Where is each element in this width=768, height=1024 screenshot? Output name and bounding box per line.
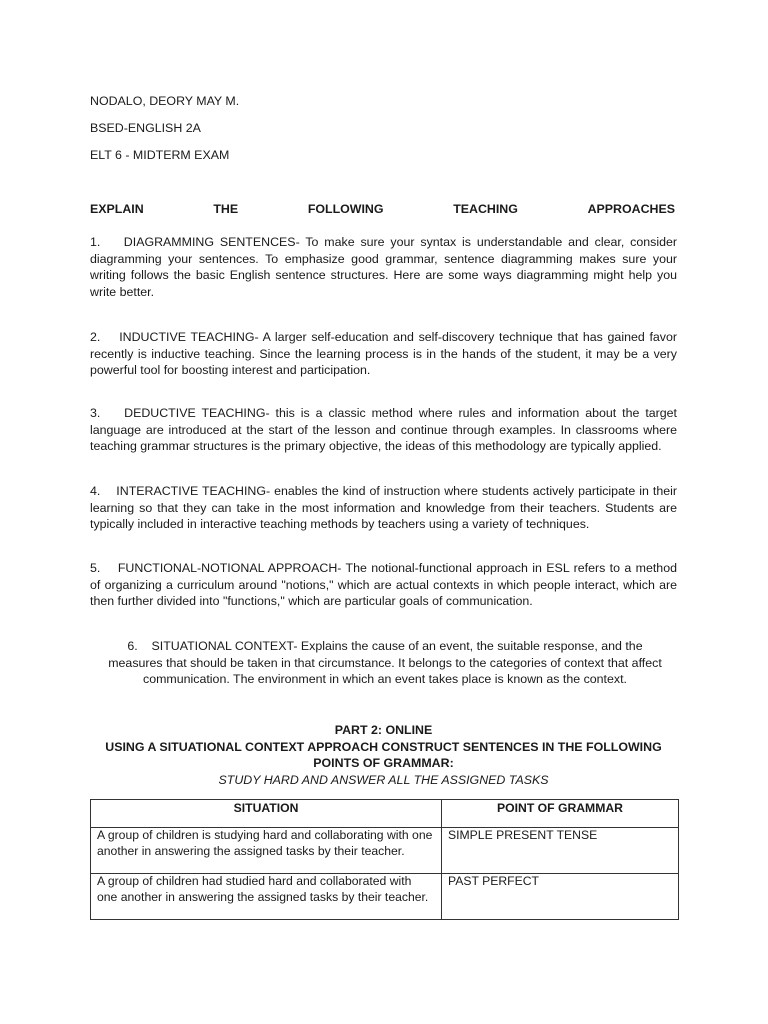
item-number: 1. [90,235,101,249]
item-number: 6. [127,639,138,653]
approach-item-2 [90,329,677,379]
approach-item-3 [90,405,677,455]
grammar-table [90,799,679,920]
approach-item-1 [90,234,677,300]
item-text: INTERACTIVE TEACHING- enables the kind of instruction where students actively participate in their learning so that they can take in the most information and knowledge from their teachers. Students are typically included in interactive teaching methods by teachers using a variety of techniques. [90,484,677,532]
item-number: 5. [90,561,101,575]
column-header-grammar: POINT OF GRAMMAR [442,800,679,828]
item-text: DIAGRAMMING SENTENCES- To make sure your syntax is understandable and clear, consider diagramming your sentences. To emphasize good grammar, sentence diagramming makes sure your writing follows the basic English sentence structures. Here are some ways diagramming might help you write better. [90,235,677,299]
table-row [91,828,679,874]
item-number: 2. [90,330,101,344]
student-name: NODALO, DEORY MAY M. [90,94,240,108]
approach-item-6 [100,638,670,688]
item-number: 3. [90,406,101,420]
grammar-cell: SIMPLE PRESENT TENSE [442,828,679,874]
approach-item-4 [90,483,677,533]
item-text: SITUATIONAL CONTEXT- Explains the cause of an event, the suitable response, and the measures that should be taken in that circumstance. It belongs to the categories of context that affect communication. The environment in which an event takes place is known as the context. [108,639,662,687]
grammar-cell: PAST PERFECT [442,874,679,920]
part2-instruction: USING A SITUATIONAL CONTEXT APPROACH CONSTRUCT SENTENCES IN THE FOLLOWING POINTS OF GRAMMAR: [105,739,662,771]
item-number: 4. [90,484,101,498]
item-text: DEDUCTIVE TEACHING- this is a classic method where rules and information about the target language are introduced at the start of the lesson and continue through examples. In classrooms where teaching grammar structures is the primary objective, the ideas of this methodology are typically applied. [90,406,678,454]
item-text: FUNCTIONAL-NOTIONAL APPROACH- The notional-functional approach in ESL refers to a method of organizing a curriculum around "notions," which are actual contexts in which people interact, which are then further divided into "functions," which are particular goals of communication. [90,561,677,609]
situation-cell: A group of children is studying hard and collaborating with one another in answering the assigned tasks by their teacher. [91,828,442,874]
part2-section [90,722,677,788]
part2-title: PART 2: ONLINE [334,723,433,737]
approach-item-5 [90,560,677,610]
part2-subtitle: STUDY HARD AND ANSWER ALL THE ASSIGNED TASKS [218,772,549,787]
situation-cell: A group of children had studied hard and collaborated with one another in answering the assigned tasks by their teacher. [91,874,442,920]
table-header-row [91,800,679,828]
course-section: BSED-ENGLISH 2A [90,121,201,135]
item-text: INDUCTIVE TEACHING- A larger self-education and self-discovery technique that has gained favor recently is inductive teaching. Since the learning process is in the hands of the student, it may be a very powerful tool for boosting interest and participation. [90,330,677,378]
instruction-heading [90,201,675,218]
instruction-word: THE [213,202,239,216]
table-row [91,874,679,920]
instruction-word: EXPLAIN [90,202,144,216]
instruction-word: FOLLOWING [307,202,384,216]
column-header-situation: SITUATION [91,800,442,828]
exam-title: ELT 6 - MIDTERM EXAM [90,148,230,162]
instruction-word: TEACHING [453,202,518,216]
instruction-word: APPROACHES [587,202,675,216]
